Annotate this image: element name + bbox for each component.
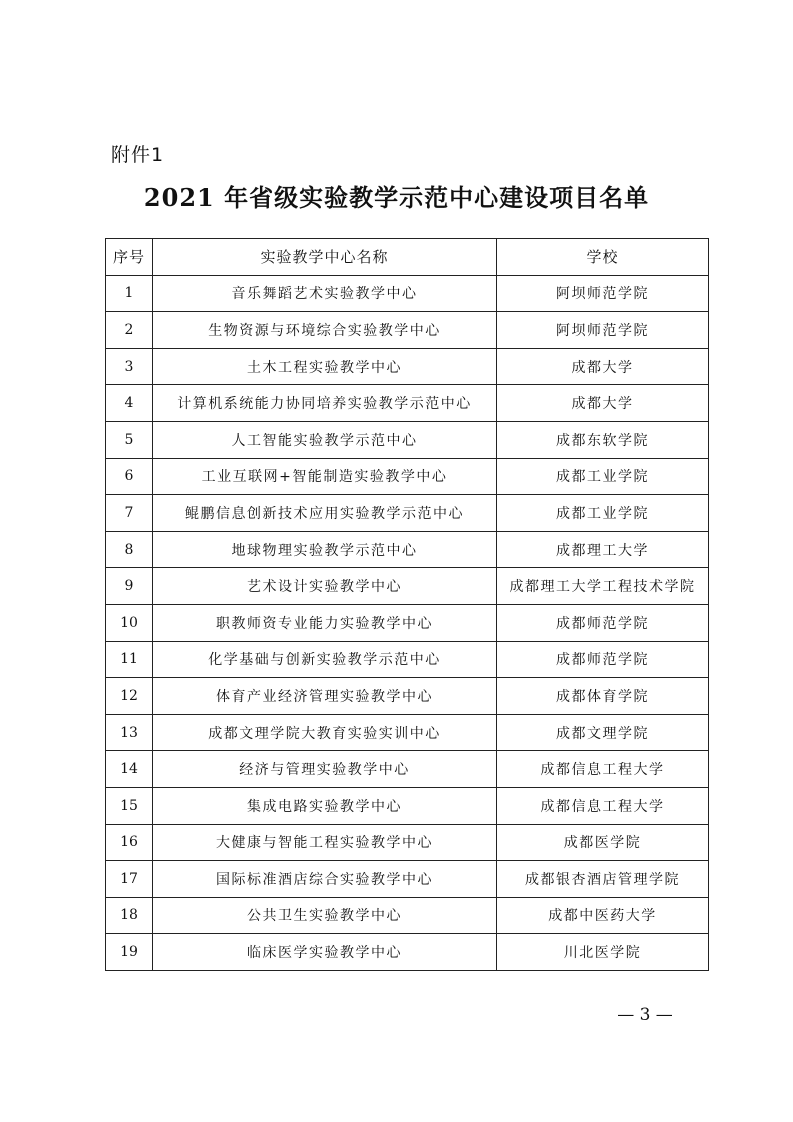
table-row [106, 495, 709, 532]
row-school: 成都东软学院 [497, 421, 709, 458]
row-center-name: 职教师资专业能力实验教学中心 [153, 604, 497, 641]
table-row [106, 641, 709, 678]
row-center-name: 人工智能实验教学示范中心 [153, 421, 497, 458]
row-index: 12 [106, 678, 153, 715]
row-center-name: 经济与管理实验教学中心 [153, 751, 497, 788]
table-row [106, 714, 709, 751]
table-row [106, 678, 709, 715]
row-center-name: 地球物理实验教学示范中心 [153, 531, 497, 568]
row-index: 13 [106, 714, 153, 751]
table-row [106, 385, 709, 422]
table-row [106, 348, 709, 385]
row-index: 10 [106, 604, 153, 641]
row-school: 成都理工大学 [497, 531, 709, 568]
row-school: 成都工业学院 [497, 495, 709, 532]
table-row [106, 531, 709, 568]
row-index: 3 [106, 348, 153, 385]
row-school: 成都体育学院 [497, 678, 709, 715]
table-header-row [106, 239, 709, 276]
row-index: 14 [106, 751, 153, 788]
row-index: 11 [106, 641, 153, 678]
row-school: 成都文理学院 [497, 714, 709, 751]
row-center-name: 艺术设计实验教学中心 [153, 568, 497, 605]
table-row [106, 751, 709, 788]
attachment-label: 附件1 [111, 144, 165, 166]
table-row [106, 312, 709, 349]
row-school: 成都大学 [497, 348, 709, 385]
row-school: 阿坝师范学院 [497, 275, 709, 312]
row-index: 16 [106, 824, 153, 861]
row-center-name: 鲲鹏信息创新技术应用实验教学示范中心 [153, 495, 497, 532]
row-index: 15 [106, 787, 153, 824]
row-index: 4 [106, 385, 153, 422]
table-row [106, 861, 709, 898]
row-center-name: 化学基础与创新实验教学示范中心 [153, 641, 497, 678]
row-index: 9 [106, 568, 153, 605]
table-row [106, 604, 709, 641]
row-center-name: 大健康与智能工程实验教学中心 [153, 824, 497, 861]
table-row [106, 897, 709, 934]
page-title: 2021 年省级实验教学示范中心建设项目名单 [143, 183, 650, 212]
row-school: 成都师范学院 [497, 604, 709, 641]
row-index: 17 [106, 861, 153, 898]
row-center-name: 计算机系统能力协同培养实验教学示范中心 [153, 385, 497, 422]
project-list-table [105, 238, 709, 971]
table-row [106, 275, 709, 312]
row-school: 成都工业学院 [497, 458, 709, 495]
row-center-name: 临床医学实验教学中心 [153, 934, 497, 971]
table-row [106, 568, 709, 605]
row-center-name: 国际标准酒店综合实验教学中心 [153, 861, 497, 898]
table-row [106, 934, 709, 971]
row-index: 6 [106, 458, 153, 495]
row-school: 成都医学院 [497, 824, 709, 861]
row-index: 7 [106, 495, 153, 532]
row-index: 5 [106, 421, 153, 458]
row-index: 2 [106, 312, 153, 349]
row-index: 1 [106, 275, 153, 312]
header-index: 序号 [106, 239, 153, 276]
table-row [106, 824, 709, 861]
row-center-name: 集成电路实验教学中心 [153, 787, 497, 824]
row-school: 阿坝师范学院 [497, 312, 709, 349]
row-index: 18 [106, 897, 153, 934]
row-school: 成都中医药大学 [497, 897, 709, 934]
row-center-name: 工业互联网+智能制造实验教学中心 [153, 458, 497, 495]
table-row [106, 421, 709, 458]
row-index: 8 [106, 531, 153, 568]
row-school: 成都师范学院 [497, 641, 709, 678]
row-center-name: 生物资源与环境综合实验教学中心 [153, 312, 497, 349]
row-center-name: 体育产业经济管理实验教学中心 [153, 678, 497, 715]
table-body [106, 275, 709, 970]
table-row [106, 787, 709, 824]
header-school: 学校 [497, 239, 709, 276]
row-center-name: 成都文理学院大教育实验实训中心 [153, 714, 497, 751]
row-school: 成都银杏酒店管理学院 [497, 861, 709, 898]
row-center-name: 公共卫生实验教学中心 [153, 897, 497, 934]
row-center-name: 音乐舞蹈艺术实验教学中心 [153, 275, 497, 312]
row-school: 成都大学 [497, 385, 709, 422]
row-index: 19 [106, 934, 153, 971]
row-school: 成都信息工程大学 [497, 751, 709, 788]
row-school: 成都信息工程大学 [497, 787, 709, 824]
row-center-name: 土木工程实验教学中心 [153, 348, 497, 385]
page-number: — 3 — [617, 1005, 673, 1025]
row-school: 成都理工大学工程技术学院 [497, 568, 709, 605]
header-center-name: 实验教学中心名称 [153, 239, 497, 276]
row-school: 川北医学院 [497, 934, 709, 971]
table-row [106, 458, 709, 495]
